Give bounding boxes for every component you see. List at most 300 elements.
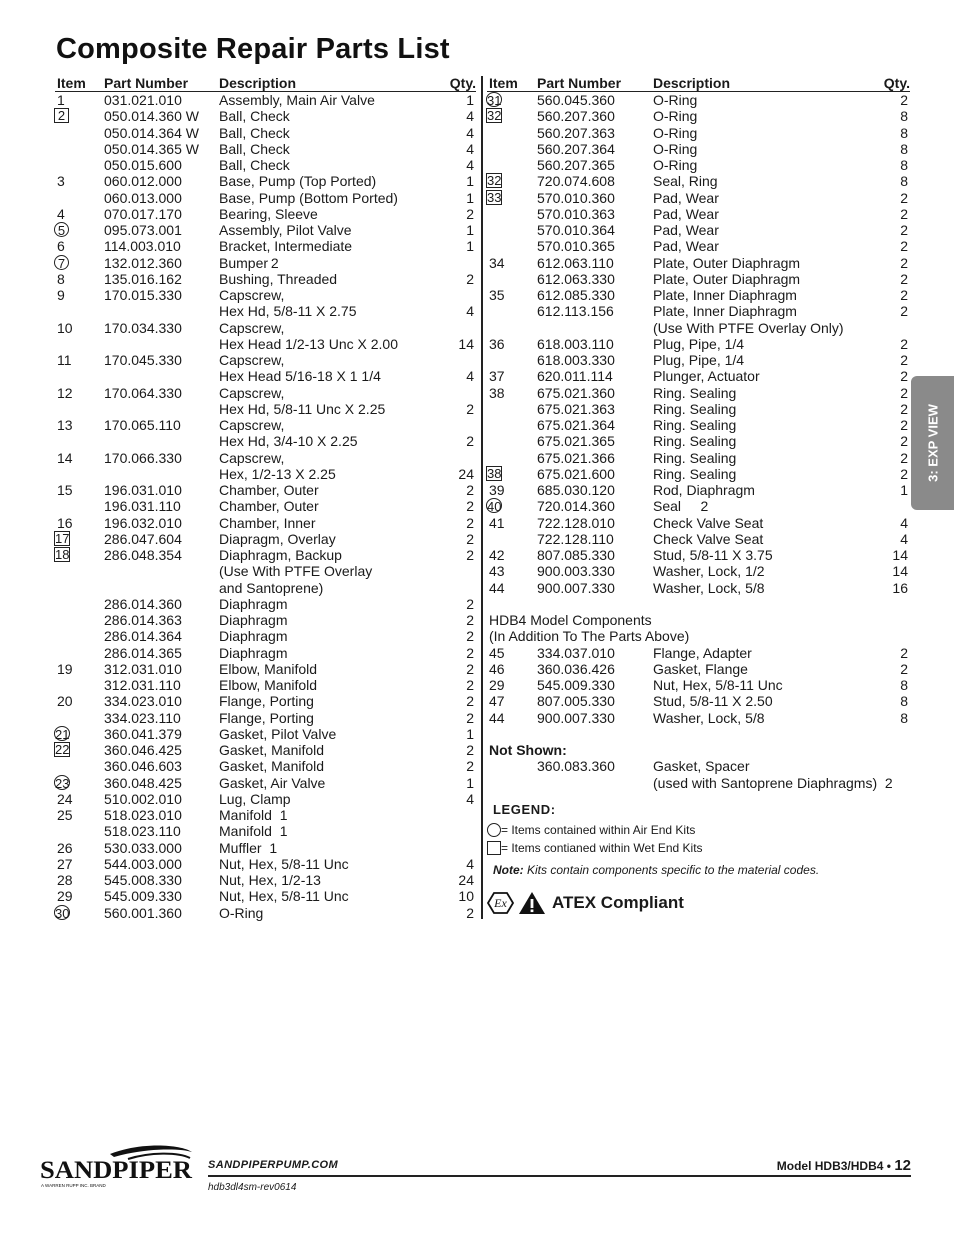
- part-number: 722.128.010: [537, 514, 615, 531]
- quantity: 1: [466, 238, 474, 255]
- description: Check Valve Seat: [653, 514, 764, 531]
- table-row: [487, 563, 910, 579]
- quantity: 2: [900, 352, 908, 368]
- table-row: [487, 157, 910, 173]
- table-row: [487, 677, 910, 693]
- table-row: [487, 238, 910, 254]
- table-row: [55, 466, 476, 482]
- table-row: [55, 888, 476, 904]
- description: Bushing, Threaded: [219, 270, 338, 287]
- part-number: 196.032.010: [104, 514, 182, 531]
- air-kit-marker: 31: [487, 93, 502, 108]
- quantity: 2: [900, 449, 908, 466]
- part-number: 560.207.363: [537, 124, 615, 141]
- part-number: 360.046.425: [104, 742, 182, 758]
- description: Gasket, Air Valve: [219, 774, 326, 791]
- box-marker-icon: [487, 841, 501, 855]
- description: Ring. Sealing: [653, 417, 737, 433]
- description: Manifold 1: [219, 823, 288, 840]
- item-number: 9: [57, 287, 65, 303]
- item-number: 37: [489, 368, 505, 385]
- item-number: 41: [489, 514, 505, 531]
- part-number: 286.014.365: [104, 644, 182, 661]
- table-row: [55, 758, 476, 774]
- description: Gasket, Manifold: [219, 758, 325, 775]
- wet-kit-marker: 32: [487, 173, 502, 189]
- table-row: [55, 645, 476, 661]
- table-row: [55, 807, 476, 823]
- quantity: 2: [900, 238, 908, 255]
- item-number: 26: [57, 839, 73, 856]
- table-row: [55, 742, 476, 758]
- description: Seal, Ring: [653, 173, 718, 190]
- part-number: 334.037.010: [537, 644, 615, 661]
- hdb4-title: HDB4 Model Components: [489, 612, 652, 628]
- table-row: [55, 498, 476, 514]
- table-row: [55, 368, 476, 384]
- table-row: [487, 287, 910, 303]
- quantity: 2: [466, 628, 474, 645]
- description: O-Ring: [653, 108, 698, 125]
- table-row: [55, 206, 476, 222]
- not-shown-description-2: [653, 775, 893, 791]
- table-row: [55, 693, 476, 709]
- quantity: 2: [466, 547, 474, 563]
- table-row: [55, 515, 476, 531]
- air-kit-marker: 23: [55, 775, 70, 791]
- section-tab-label: 3: EXP VIEW: [925, 404, 940, 482]
- part-number: 360.046.603: [104, 758, 182, 775]
- quantity: 2: [466, 514, 474, 531]
- part-number: 360.036.426: [537, 660, 615, 677]
- quantity: 10: [458, 888, 474, 905]
- part-number: 360.041.379: [104, 725, 182, 742]
- part-number: 720.074.608: [537, 173, 615, 190]
- footer-model: [777, 1157, 911, 1174]
- description: Elbow, Manifold: [219, 660, 318, 677]
- quantity: 1: [466, 774, 474, 791]
- table-row: [55, 531, 476, 547]
- quantity: 2: [900, 303, 908, 320]
- table-row: [55, 596, 476, 612]
- table-row: [55, 726, 476, 742]
- wet-kit-marker: 33: [487, 189, 502, 205]
- quantity: 8: [900, 677, 908, 693]
- footer-revision: hdb3dl4sm-rev0614: [208, 1182, 297, 1193]
- wet-kit-marker: 17: [55, 530, 70, 546]
- part-number: 360.048.425: [104, 774, 182, 791]
- description: Ball, Check: [219, 124, 290, 141]
- item-number: 14: [57, 449, 73, 466]
- quantity: 2: [900, 368, 908, 385]
- description: and Santoprene): [219, 579, 324, 596]
- description: Bearing, Sleeve: [219, 205, 318, 222]
- item-number: 12: [57, 384, 73, 401]
- table-row: [487, 661, 910, 677]
- quantity: 2: [900, 254, 908, 271]
- header-qty: Qty.: [449, 75, 476, 91]
- table-row: [55, 612, 476, 628]
- description: Nut, Hex, 5/8-11 Unc: [219, 855, 349, 872]
- circle-marker-icon: [487, 823, 501, 837]
- table-row: [487, 580, 910, 596]
- wet-kit-marker: 22: [55, 742, 70, 757]
- table-row: [55, 190, 476, 206]
- part-number: 518.023.010: [104, 807, 182, 823]
- table-row: [55, 872, 476, 888]
- description: Chamber, Inner: [219, 514, 316, 531]
- description: Capscrew,: [219, 417, 285, 433]
- item-number: 10: [57, 319, 73, 336]
- quantity: 2: [466, 709, 474, 726]
- table-row: [55, 287, 476, 303]
- table-row: [487, 368, 910, 384]
- description: Check Valve Seat: [653, 530, 764, 547]
- part-number: 132.012.360: [104, 254, 182, 271]
- item-number: 39: [489, 482, 505, 498]
- sandpiper-logo: [40, 1144, 196, 1190]
- table-row: [487, 222, 910, 238]
- description: Ball, Check: [219, 157, 290, 173]
- item-number: 8: [57, 270, 65, 287]
- table-row: [487, 531, 910, 547]
- part-number: 170.045.330: [104, 352, 182, 368]
- legend-wet-text: = Items contianed within Wet End Kits: [501, 840, 703, 855]
- description: Capscrew,: [219, 352, 285, 368]
- table-row: [55, 661, 476, 677]
- quantity: 2: [466, 433, 474, 450]
- wet-kit-marker: 38: [487, 465, 502, 481]
- description: Ball, Check: [219, 140, 290, 157]
- part-number: 675.021.360: [537, 384, 615, 401]
- description: Pad, Wear: [653, 238, 719, 255]
- description: Hex Head 1/2-13 Unc X 2.00: [219, 335, 398, 352]
- part-number: 612.113.156: [537, 303, 614, 320]
- part-number: 286.014.360: [104, 595, 182, 612]
- description: O-Ring: [653, 92, 698, 108]
- table-row: [55, 125, 476, 141]
- table-row: [55, 271, 476, 287]
- part-number: 545.009.330: [537, 677, 615, 693]
- quantity: 2: [900, 222, 908, 238]
- table-row: [55, 385, 476, 401]
- quantity: 8: [900, 140, 908, 157]
- table-row: [55, 905, 476, 921]
- part-number: 286.014.364: [104, 628, 182, 645]
- quantity: 4: [466, 303, 474, 320]
- part-number: 560.207.364: [537, 140, 615, 157]
- part-number: 286.048.354: [104, 547, 182, 563]
- quantity: 2: [900, 400, 908, 417]
- table-row: [55, 303, 476, 319]
- part-number: 675.021.365: [537, 433, 615, 450]
- part-number: 900.007.330: [537, 709, 615, 726]
- description: Capscrew,: [219, 384, 285, 401]
- not-shown-title: [487, 742, 910, 758]
- table-row: [487, 320, 910, 336]
- wet-kit-marker: 2: [54, 108, 69, 123]
- table-row: [487, 433, 910, 449]
- table-row: [487, 92, 910, 108]
- part-number: 675.021.366: [537, 449, 615, 466]
- part-number: 510.002.010: [104, 790, 182, 807]
- table-row: [55, 677, 476, 693]
- air-kit-marker: 30: [55, 905, 70, 921]
- part-number: 545.009.330: [104, 888, 182, 905]
- quantity: 1: [900, 482, 908, 498]
- not-shown-row: [487, 758, 910, 774]
- quantity: 2: [900, 92, 908, 108]
- description: Hex Head 5/16-18 X 1 1/4: [219, 368, 381, 385]
- description: Plug, Pipe, 1/4: [653, 352, 745, 368]
- part-number: 095.073.001: [104, 222, 182, 238]
- svg-text:A WARREN RUPP INC. BRAND: A WARREN RUPP INC. BRAND: [41, 1183, 106, 1188]
- part-number: 286.047.604: [104, 530, 182, 547]
- part-number: 170.065.110: [104, 417, 181, 433]
- quantity: 2: [900, 384, 908, 401]
- description: Washer, Lock, 5/8: [653, 579, 765, 596]
- quantity: 2: [466, 530, 474, 547]
- table-row: [55, 580, 476, 596]
- description: Ball, Check: [219, 108, 290, 125]
- description: Plate, Inner Diaphragm: [653, 287, 797, 303]
- legend-air-kit: [487, 821, 910, 839]
- part-number: 334.023.010: [104, 693, 182, 710]
- page-number: 12: [894, 1157, 911, 1174]
- item-number: 42: [489, 547, 505, 563]
- description: Ring. Sealing: [653, 400, 737, 417]
- quantity: 2: [900, 433, 908, 450]
- table-row: [55, 775, 476, 791]
- quantity: 2: [900, 417, 908, 433]
- table-row: [487, 710, 910, 726]
- table-row: [55, 255, 476, 271]
- description: Pad, Wear: [653, 189, 719, 206]
- table-row: [487, 466, 910, 482]
- page-title: Composite Repair Parts List: [56, 33, 450, 65]
- part-number: 570.010.365: [537, 238, 615, 255]
- section-tab-exp-view[interactable]: [911, 376, 954, 510]
- part-number: 031.021.010: [104, 92, 182, 108]
- table-row: [487, 515, 910, 531]
- part-number: 544.003.000: [104, 855, 182, 872]
- quantity: 8: [900, 709, 908, 726]
- description: Stud, 5/8-11 X 2.50: [653, 693, 773, 710]
- quantity: 2: [466, 660, 474, 677]
- not-shown-description: Gasket, Spacer: [653, 758, 750, 775]
- parts-rows-right: [487, 92, 910, 596]
- header-part-number: Part Number: [104, 75, 189, 91]
- quantity: 2: [466, 205, 474, 222]
- table-row: [55, 840, 476, 856]
- quantity: 2: [900, 270, 908, 287]
- column-divider: [481, 76, 483, 919]
- description: Ring. Sealing: [653, 433, 737, 450]
- table-row: [55, 157, 476, 173]
- wet-kit-marker: 32: [487, 108, 502, 124]
- atex-compliance: [487, 889, 910, 917]
- quantity: 2: [466, 904, 474, 921]
- footer-model-text: Model HDB3/HDB4 •: [776, 1159, 895, 1173]
- quantity: 24: [458, 872, 474, 888]
- description: Muffler 1: [219, 839, 278, 856]
- description: Plate, Inner Diaphragm: [653, 303, 797, 320]
- quantity: 4: [466, 368, 474, 385]
- table-row: [487, 498, 910, 514]
- description: Bumper 2: [219, 254, 279, 271]
- description: Assembly, Pilot Valve: [219, 222, 352, 238]
- quantity: 2: [466, 595, 474, 612]
- hdb4-rows: [487, 645, 910, 726]
- table-row: [487, 271, 910, 287]
- header-description: Description: [653, 75, 731, 91]
- part-number: 050.014.360 W: [104, 108, 199, 125]
- description: Chamber, Outer: [219, 498, 319, 515]
- quantity: 8: [900, 108, 908, 125]
- legend-wet-kit: [487, 839, 910, 857]
- item-number: 11: [57, 352, 72, 368]
- description: Ring. Sealing: [653, 465, 737, 482]
- quantity: 1: [466, 222, 474, 238]
- table-row: [487, 108, 910, 124]
- quantity: 2: [466, 758, 474, 775]
- part-number: 618.003.330: [537, 352, 615, 368]
- part-number: 530.033.000: [104, 839, 182, 856]
- item-number: 4: [57, 205, 65, 222]
- description: Bracket, Intermediate: [219, 238, 353, 255]
- item-number: 13: [57, 417, 73, 433]
- footer-rule: [208, 1175, 911, 1177]
- quantity: 2: [900, 660, 908, 677]
- table-row: [55, 238, 476, 254]
- item-number: 44: [489, 579, 505, 596]
- not-shown-qty: 2: [884, 774, 893, 791]
- air-kit-marker: 5: [54, 222, 69, 237]
- part-number: 050.014.364 W: [104, 124, 199, 141]
- table-row: [487, 547, 910, 563]
- header-item: Item: [57, 75, 86, 91]
- quantity: 2: [466, 677, 474, 693]
- table-row: [55, 450, 476, 466]
- legend-note: [493, 861, 910, 879]
- item-number: 29: [57, 888, 73, 905]
- description: Gasket, Flange: [653, 660, 748, 677]
- quantity: 2: [466, 612, 474, 628]
- description: Capscrew,: [219, 449, 285, 466]
- item-number: 19: [57, 660, 73, 677]
- quantity: 4: [466, 124, 474, 141]
- table-header: [487, 75, 910, 92]
- quantity: 4: [466, 108, 474, 125]
- description: Lug, Clamp: [219, 790, 291, 807]
- table-row: [487, 482, 910, 498]
- table-row: [487, 255, 910, 271]
- parts-table-left: [55, 75, 476, 921]
- part-number: 196.031.010: [104, 482, 182, 498]
- not-shown-row-2: [487, 775, 910, 791]
- quantity: 1: [466, 173, 474, 190]
- description: Stud, 5/8-11 X 3.75: [653, 547, 773, 563]
- table-row: [487, 417, 910, 433]
- footer-website[interactable]: SANDPIPERPUMP.COM: [208, 1159, 339, 1171]
- table-row: [55, 401, 476, 417]
- description: Washer, Lock, 5/8: [653, 709, 765, 726]
- not-shown-label: Not Shown:: [489, 742, 567, 758]
- quantity: 14: [892, 547, 908, 563]
- part-number: 114.003.010: [104, 238, 181, 255]
- table-header: [55, 75, 476, 92]
- hdb4-section-title: [487, 612, 910, 628]
- table-row: [55, 856, 476, 872]
- quantity: 4: [900, 530, 908, 547]
- table-row: [55, 352, 476, 368]
- description: Hex Hd, 5/8-11 Unc X 2.25: [219, 400, 386, 417]
- table-row: [55, 710, 476, 726]
- item-number: 28: [57, 872, 73, 888]
- part-number: 286.014.363: [104, 612, 182, 628]
- table-row: [55, 141, 476, 157]
- header-item: Item: [489, 75, 518, 91]
- description: Diaphragm: [219, 595, 288, 612]
- table-row: [487, 645, 910, 661]
- part-number: 560.207.365: [537, 157, 615, 173]
- header-part-number: Part Number: [537, 75, 622, 91]
- description: Manifold 1: [219, 807, 288, 823]
- description: Base, Pump (Bottom Ported): [219, 189, 398, 206]
- quantity: 14: [892, 563, 908, 580]
- table-row: [487, 336, 910, 352]
- part-number: 570.010.363: [537, 205, 615, 222]
- quantity: 2: [466, 644, 474, 661]
- table-row: [487, 401, 910, 417]
- parts-rows-left: [55, 92, 476, 921]
- table-row: [487, 693, 910, 709]
- description: Plate, Outer Diaphragm: [653, 254, 801, 271]
- description: Plunger, Actuator: [653, 368, 760, 385]
- air-kit-marker: 21: [55, 726, 70, 742]
- header-qty: Qty.: [883, 75, 910, 91]
- wet-kit-marker: 18: [55, 547, 70, 562]
- quantity: 2: [466, 498, 474, 515]
- table-row: [55, 547, 476, 563]
- quantity: 4: [466, 140, 474, 157]
- part-number: 170.066.330: [104, 449, 182, 466]
- table-row: [55, 823, 476, 839]
- part-number: 570.010.364: [537, 222, 615, 238]
- part-number: 518.023.110: [104, 823, 181, 840]
- item-number: 45: [489, 644, 505, 661]
- part-number: 675.021.363: [537, 400, 615, 417]
- quantity: 1: [466, 189, 474, 206]
- part-number: 612.063.330: [537, 270, 615, 287]
- part-number: 620.011.114: [537, 368, 613, 385]
- description: Hex Hd, 5/8-11 X 2.75: [219, 303, 357, 320]
- table-row: [55, 791, 476, 807]
- item-number: 27: [57, 855, 73, 872]
- quantity: 24: [458, 465, 474, 482]
- quantity: 2: [900, 644, 908, 661]
- item-number: 15: [57, 482, 73, 498]
- parts-table-right: [487, 75, 910, 917]
- table-row: [487, 450, 910, 466]
- description: Elbow, Manifold: [219, 677, 318, 693]
- legend-air-text: = Items contained within Air End Kits: [501, 822, 696, 837]
- part-number: 170.015.330: [104, 287, 182, 303]
- quantity: 8: [900, 157, 908, 173]
- item-number: 43: [489, 563, 505, 580]
- part-number: 685.030.120: [537, 482, 615, 498]
- description: Rod, Diaphragm: [653, 482, 755, 498]
